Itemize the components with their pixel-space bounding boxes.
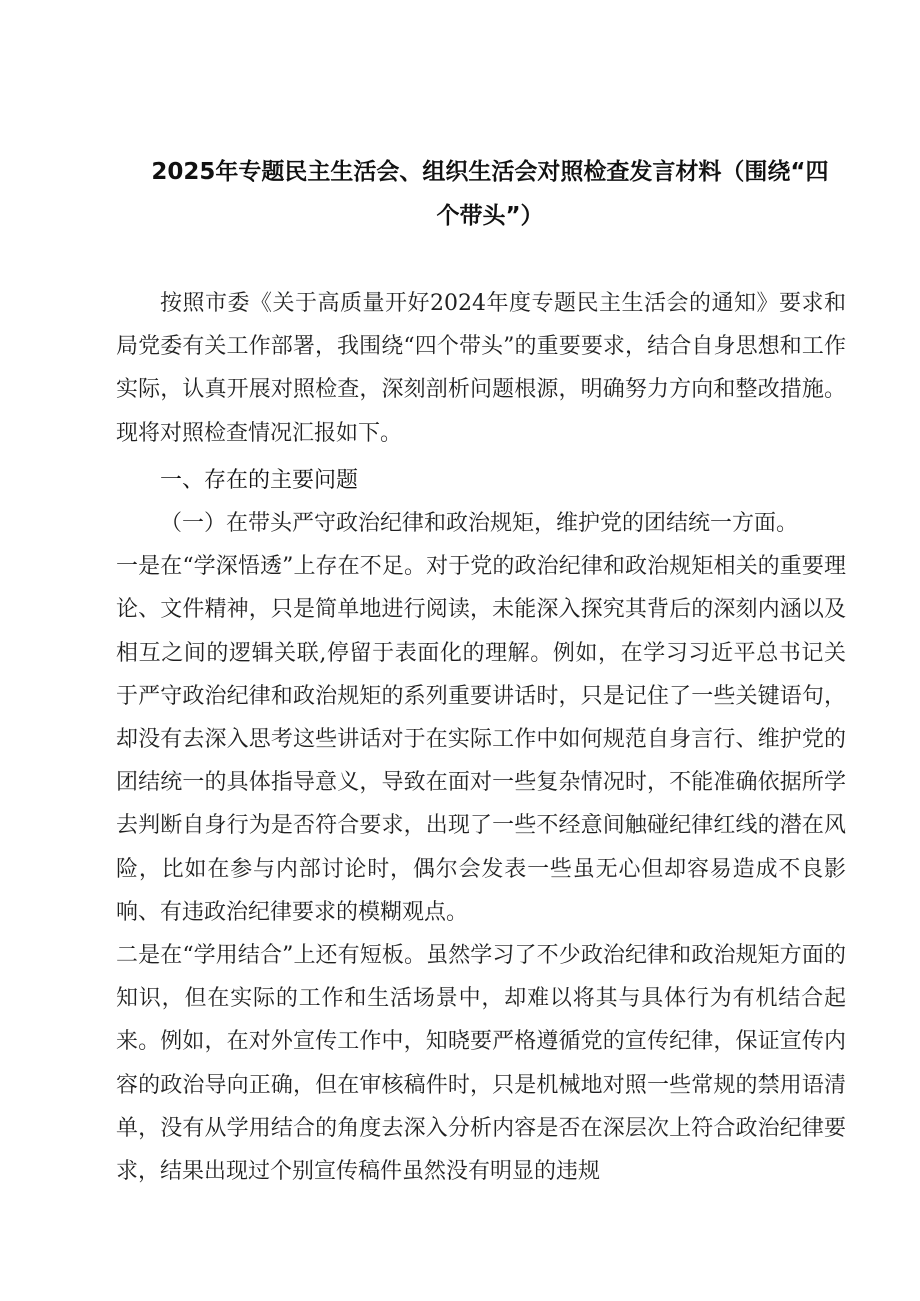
title-line-1: 2025年专题民主生活会、组织生活会对照检查发言材料（围绕“四 xyxy=(151,159,829,185)
section-heading: 一、存在的主要问题 xyxy=(160,468,359,493)
intro-paragraph-block xyxy=(116,282,846,455)
point-paragraph-2: 二是在“学用结合”上还有短板。虽然学习了不少政治纪律和政治规矩方面的知识，但在实际的工作和生活场景中，却难以将其与具体行为有机结合起来。例如，在对外宣传工作中，知晓要严格遵循党的宣传纪律，保证宣传内容的政治导向正确，但在审核稿件时，只是机械地对照一些常规的禁用语清单，没有从学用结合的角度去深入分析内容是否在深层次上符合政治纪律要求，结果出现过个别宣传稿件虽然没有明显的违规 xyxy=(116,943,846,1185)
title-line-2: 个带头”） xyxy=(436,203,544,229)
document-title xyxy=(140,150,840,238)
subsection-heading: （一）在带头严守政治纪律和政治规矩，维护党的团结统一方面。 xyxy=(160,511,799,536)
point-paragraph-1: 一是在“学深悟透”上存在不足。对于党的政治纪律和政治规矩相关的重要理论、文件精神，只是简单地进行阅读，未能深入探究其背后的深刻内涵以及相互之间的逻辑关联,停留于表面化的理解。例如，在学习习近平总书记关于严守政治纪律和政治规矩的系列重要讲话时，只是记住了一些关键语句，却没有去深入思考这些讲话对于在实际工作中如何规范自身言行、维护党的团结统一的具体指导意义，导致在面对一些复杂情况时，不能准确依据所学去判断自身行为是否符合要求，出现了一些不经意间触碰纪律红线的潜在风险，比如在参与内部讨论时，偶尔会发表一些虽无心但却容易造成不良影响、有违政治纪律要求的模糊观点。 xyxy=(116,554,846,925)
intro-paragraph: 按照市委《关于高质量开好2024年度专题民主生活会的通知》要求和局党委有关工作部署，我围绕“四个带头”的重要要求，结合自身思想和工作实际，认真开展对照检查，深刻剖析问题根源，明确努力方向和整改措施。现将对照检查情况汇报如下。 xyxy=(116,291,846,446)
section-body xyxy=(116,502,846,1193)
